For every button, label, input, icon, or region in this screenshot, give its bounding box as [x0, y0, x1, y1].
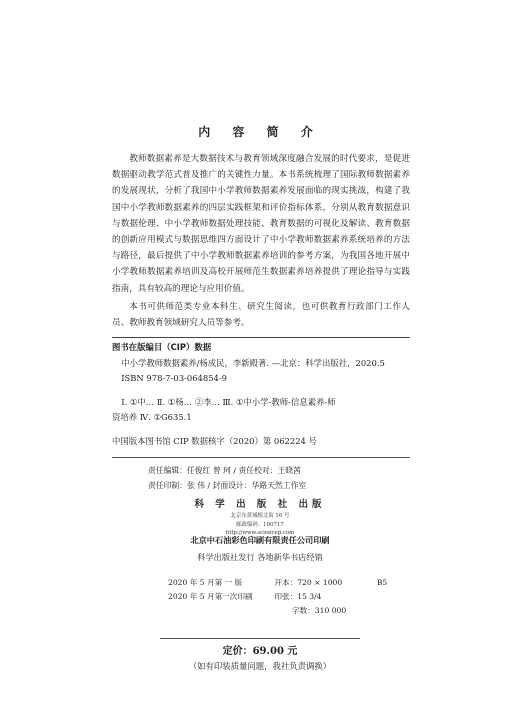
price-divider [160, 638, 360, 639]
sheet-count: 印张：15 3/4 [274, 592, 322, 601]
publisher-address: 北京东黄城根北街 16 号 [230, 513, 290, 519]
publisher-name: 科 学 出 版 社 出版 [194, 499, 326, 510]
edition-date: 2020 年 5 月第 一 版 [168, 578, 243, 587]
cip-divider [112, 337, 410, 338]
cip-classification-continued: 资培养 Ⅳ. ①G635.1 [112, 412, 192, 422]
editors-line: 责任编辑：任俊红 曾 珂 / 责任校对：王晓茜 [148, 466, 301, 475]
format-size: 开本：720 × 1000 [274, 578, 343, 587]
word-count: 字数：310 000 [292, 606, 347, 615]
cip-heading: 图书在版编目（CIP）数据 [112, 342, 212, 352]
edition-block [168, 576, 387, 618]
cip-block [112, 340, 412, 449]
cip-bibliographic-line: 中小学教师数据素养/杨成民，李新殿著. —北京：科学出版社，2020.5 [121, 357, 385, 368]
cip-classification: Ⅰ. ①中… Ⅱ. ①杨… ②李… Ⅲ. ①中小学-教师-信息素养-师 [121, 396, 336, 407]
publisher-postcode: 邮政编码：100717 [236, 521, 284, 528]
printing-date: 2020 年 5 月第一次印刷 [168, 592, 253, 601]
staff-divider [112, 457, 410, 458]
price-line: 定价：69.00 元 [222, 646, 298, 657]
edition-row-2 [168, 590, 387, 604]
printer-line: 北京中石油彩色印刷有限责任公司印刷 [190, 535, 330, 545]
page-title: 内 容 简 介 [198, 125, 322, 139]
summary-section [112, 151, 410, 331]
cip-isbn: ISBN 978-7-03-064854-9 [121, 373, 228, 383]
quality-notice: （如有印装质量问题，我社负责调换） [188, 661, 332, 671]
production-line: 责任印制：张 伟 / 封面设计：华路天然工作室 [148, 481, 307, 490]
summary-paragraph: 本书可供师范类专业本科生、研究生阅读，也可供教育行政部门工作人员、教师教育领域研究人员等参考。 [112, 301, 410, 329]
format-code: B5 [376, 578, 388, 587]
summary-paragraph: 教师数据素养是大数据技术与教育领域深度融合发展的时代要求，是促进数据驱动教学范式普及推广的关键性力量。本书系统梳理了国际教师数据素养的发展现状，分析了我国中小学教师数据素养发展面临的现实挑战，构建了我国中小学教师数据素养的四层实践框架和评价指标体系，分别从教育数据意识与数据伦理、中小学教师数据处理技能、教育数据的可视化及解读、教育数据的创新应用模式与数据思维四方面设计了中小学教师数据素养系统培养的方法与路径，最后提供了中小学教师数据素养培训的参考方案，为我国各地开展中小学教师数据素养培训及高校开展师范生数据素养培养提供了理论指导与实践指南，具有较高的理论与应用价值。 [112, 154, 410, 294]
publisher-website: http://www.sciencep.com [225, 530, 295, 536]
cip-record-number: 中国版本图书馆 CIP 数据核字（2020）第 062224 号 [112, 435, 317, 446]
staff-block [148, 463, 306, 493]
distribution-line: 科学出版社发行 各地新华书店经销 [197, 552, 323, 562]
edition-row-1 [168, 576, 387, 590]
publisher-info [0, 512, 520, 538]
